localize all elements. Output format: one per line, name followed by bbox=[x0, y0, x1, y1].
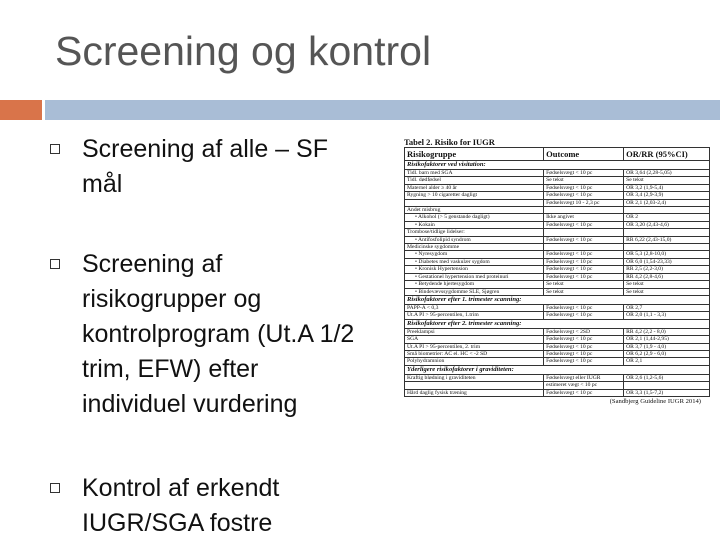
outcome-cell: Fødselsvægt < 10 pc bbox=[544, 273, 624, 280]
outcome-cell bbox=[544, 229, 624, 236]
risk-group-cell: Andet misbrug bbox=[405, 207, 544, 214]
outcome-cell: Fødselsvægt < 2SD bbox=[544, 328, 624, 335]
outcome-cell: Fødselsvægt < 10 pc bbox=[544, 343, 624, 350]
checkbox-bullet-icon bbox=[50, 259, 60, 269]
risk-group-cell: SGA bbox=[405, 336, 544, 343]
table-row bbox=[405, 221, 710, 228]
section-row bbox=[405, 365, 710, 374]
table-row bbox=[405, 236, 710, 243]
risk-group-cell: Kraftig blødning i graviditeten bbox=[405, 374, 544, 381]
risk-group-cell: Ut.A PI > 95-percentilen, 1.trim bbox=[405, 312, 544, 319]
risk-group-cell: Hård daglig fysisk træning bbox=[405, 389, 544, 396]
or-rr-cell: OR 2,1 bbox=[624, 358, 710, 365]
table-row bbox=[405, 184, 710, 191]
table-row bbox=[405, 273, 710, 280]
table-row bbox=[405, 358, 710, 365]
table-source: (Sandbjerg Guideline IUGR 2014) bbox=[609, 397, 701, 405]
table-row bbox=[405, 199, 710, 206]
table-row bbox=[405, 214, 710, 221]
section-row bbox=[405, 161, 710, 170]
outcome-cell: Fødselsvægt < 10 pc bbox=[544, 350, 624, 357]
table-row bbox=[405, 229, 710, 236]
header-risk-group: Risikogruppe bbox=[405, 148, 544, 161]
checkbox-bullet-icon bbox=[50, 483, 60, 493]
or-rr-cell: OR 2,1 (1,44-2,95) bbox=[624, 336, 710, 343]
section-row bbox=[405, 295, 710, 304]
or-rr-cell: Se tekst bbox=[624, 288, 710, 295]
or-rr-cell: RR 4,2 (2,2 - 8,0) bbox=[624, 328, 710, 335]
or-rr-cell: OR 6,0 (1,54-23,33) bbox=[624, 258, 710, 265]
risk-table bbox=[404, 147, 710, 397]
outcome-cell: Fødselsvægt < 10 pc bbox=[544, 258, 624, 265]
section-title: Risikofaktorer ved visitation: bbox=[405, 161, 710, 170]
or-rr-cell: OR 3,2 (1,9-5,4) bbox=[624, 184, 710, 191]
outcome-cell: estimeret vægt < 10 pc bbox=[544, 382, 624, 389]
table-row bbox=[405, 350, 710, 357]
or-rr-cell: Se tekst bbox=[624, 281, 710, 288]
or-rr-cell: OR 3,7 (1,9 - 4,0) bbox=[624, 343, 710, 350]
table-row bbox=[405, 177, 710, 184]
or-rr-cell: OR 3,64 (2,28-5,05) bbox=[624, 170, 710, 177]
outcome-cell: Fødselsvægt < 10 pc bbox=[544, 192, 624, 199]
risk-group-cell: • Betydende hjertesygdom bbox=[405, 281, 544, 288]
outcome-cell: Fødselsvægt < 10 pc bbox=[544, 312, 624, 319]
outcome-cell: Se tekst bbox=[544, 281, 624, 288]
or-rr-cell: OR 3,4 (2,9-3,9) bbox=[624, 192, 710, 199]
table-row bbox=[405, 328, 710, 335]
risk-group-cell: Tidl. barn med SGA bbox=[405, 170, 544, 177]
risk-group-cell: Små biometrier: AC el. HC < -2 SD bbox=[405, 350, 544, 357]
table-row bbox=[405, 192, 710, 199]
header-or-rr: OR/RR (95%CI) bbox=[624, 148, 710, 161]
outcome-cell: Fødselsvægt < 10 pc bbox=[544, 251, 624, 258]
risk-group-cell: • Diabetes med vaskulær sygdom bbox=[405, 258, 544, 265]
table-row bbox=[405, 281, 710, 288]
table-row bbox=[405, 343, 710, 350]
slide-title: Screening og kontrol bbox=[55, 28, 432, 74]
table-row bbox=[405, 304, 710, 311]
checkbox-bullet-icon bbox=[50, 144, 60, 154]
table-row bbox=[405, 374, 710, 381]
title-divider-bar bbox=[45, 100, 720, 120]
outcome-cell bbox=[544, 207, 624, 214]
outcome-cell: Se tekst bbox=[544, 288, 624, 295]
bullet-text: Screening af alle – SF mål bbox=[82, 135, 328, 198]
or-rr-cell bbox=[624, 244, 710, 251]
risk-table-image bbox=[404, 137, 711, 405]
section-title: Risikofaktorer efter 2. trimester scanning: bbox=[405, 319, 710, 328]
risk-group-cell: • Nyresygdom bbox=[405, 251, 544, 258]
risk-group-cell: • Kronisk Hypertension bbox=[405, 266, 544, 273]
table-row bbox=[405, 258, 710, 265]
risk-group-cell: Tidl. dødfødsel bbox=[405, 177, 544, 184]
risk-group-cell: • Gestationel hypertension med proteinuri bbox=[405, 273, 544, 280]
risk-group-cell: Rygning > 10 cigaretter dagligt bbox=[405, 192, 544, 199]
table-row bbox=[405, 336, 710, 343]
outcome-cell: Fødselsvægt eller IUGR bbox=[544, 374, 624, 381]
bullet-text: Kontrol af erkendt IUGR/SGA fostre bbox=[82, 474, 280, 537]
or-rr-cell: OR 3,20 (2,43-4,6) bbox=[624, 221, 710, 228]
or-rr-cell: OR 3,3 (1,5-7,2) bbox=[624, 389, 710, 396]
section-row bbox=[405, 319, 710, 328]
risk-group-cell: Polyhydramnion bbox=[405, 358, 544, 365]
title-accent-bar bbox=[0, 100, 42, 120]
risk-group-cell bbox=[405, 382, 544, 389]
or-rr-cell: Se tekst bbox=[624, 177, 710, 184]
outcome-cell bbox=[544, 244, 624, 251]
outcome-cell: Ikke angivet bbox=[544, 214, 624, 221]
section-title: Yderligere risikofaktorer i graviditeten: bbox=[405, 365, 710, 374]
or-rr-cell: OR 5,3 (2,8-10,0) bbox=[624, 251, 710, 258]
outcome-cell: Fødselsvægt < 10 pc bbox=[544, 236, 624, 243]
table-row bbox=[405, 389, 710, 396]
outcome-cell: Fødselsvægt < 10 pc bbox=[544, 266, 624, 273]
or-rr-cell: OR 6,2 (2,9 - 6,0) bbox=[624, 350, 710, 357]
risk-group-cell: Preeklampsi bbox=[405, 328, 544, 335]
section-title: Risikofaktorer efter 1. trimester scanning: bbox=[405, 295, 710, 304]
risk-group-cell: Ut.A PI > 95-percentilen, 2. trim bbox=[405, 343, 544, 350]
risk-group-cell: • Antifosfolipid syndrom bbox=[405, 236, 544, 243]
or-rr-cell bbox=[624, 229, 710, 236]
outcome-cell: Fødselsvægt < 10 pc bbox=[544, 358, 624, 365]
or-rr-cell bbox=[624, 382, 710, 389]
or-rr-cell: RR 2,5 (2,2-3,0) bbox=[624, 266, 710, 273]
table-row bbox=[405, 266, 710, 273]
outcome-cell: Se tekst bbox=[544, 177, 624, 184]
outcome-cell: Fødselsvægt 10 - 2,3 pc bbox=[544, 199, 624, 206]
outcome-cell: Fødselsvægt < 10 pc bbox=[544, 389, 624, 396]
risk-group-cell: Maternel alder ≥ 40 år bbox=[405, 184, 544, 191]
risk-group-cell: • Alkohol (> 5 genstande dagligt) bbox=[405, 214, 544, 221]
outcome-cell: Fødselsvægt < 10 pc bbox=[544, 221, 624, 228]
table-row bbox=[405, 244, 710, 251]
outcome-cell: Fødselsvægt < 10 pc bbox=[544, 170, 624, 177]
or-rr-cell: OR 2,1 (2,03-2,4) bbox=[624, 199, 710, 206]
outcome-cell: Fødselsvægt < 10 pc bbox=[544, 184, 624, 191]
table-row bbox=[405, 251, 710, 258]
table-row bbox=[405, 312, 710, 319]
or-rr-cell: OR 2,7 bbox=[624, 304, 710, 311]
risk-group-cell: Medicinske sygdomme bbox=[405, 244, 544, 251]
or-rr-cell: RR 4,2 (2,8-4,6) bbox=[624, 273, 710, 280]
or-rr-cell: OR 2,6 (1,2-5,6) bbox=[624, 374, 710, 381]
or-rr-cell bbox=[624, 207, 710, 214]
risk-group-cell: PAPP-A < 0,3 bbox=[405, 304, 544, 311]
outcome-cell: Fødselsvægt < 10 pc bbox=[544, 304, 624, 311]
risk-group-cell: • Bindevævssygdomme SLE, Sjøgren bbox=[405, 288, 544, 295]
bullet-text: Screening af risikogrupper og kontrolprogram (Ut.A 1/2 trim, EFW) efter individuel vurdering bbox=[82, 250, 355, 418]
risk-group-cell: • Kokain bbox=[405, 221, 544, 228]
risk-group-cell: Trombose/tidlige lidelser: bbox=[405, 229, 544, 236]
or-rr-cell: OR 2,0 (1,1 - 3,3) bbox=[624, 312, 710, 319]
table-row bbox=[405, 382, 710, 389]
or-rr-cell: RR 6,22 (2,43-15,0) bbox=[624, 236, 710, 243]
table-row bbox=[405, 207, 710, 214]
outcome-cell: Fødselsvægt < 10 pc bbox=[544, 336, 624, 343]
table-row bbox=[405, 170, 710, 177]
header-outcome: Outcome bbox=[544, 148, 624, 161]
table-row bbox=[405, 288, 710, 295]
or-rr-cell: OR 2 bbox=[624, 214, 710, 221]
risk-group-cell bbox=[405, 199, 544, 206]
table-caption: Tabel 2. Risiko for IUGR bbox=[404, 137, 495, 147]
